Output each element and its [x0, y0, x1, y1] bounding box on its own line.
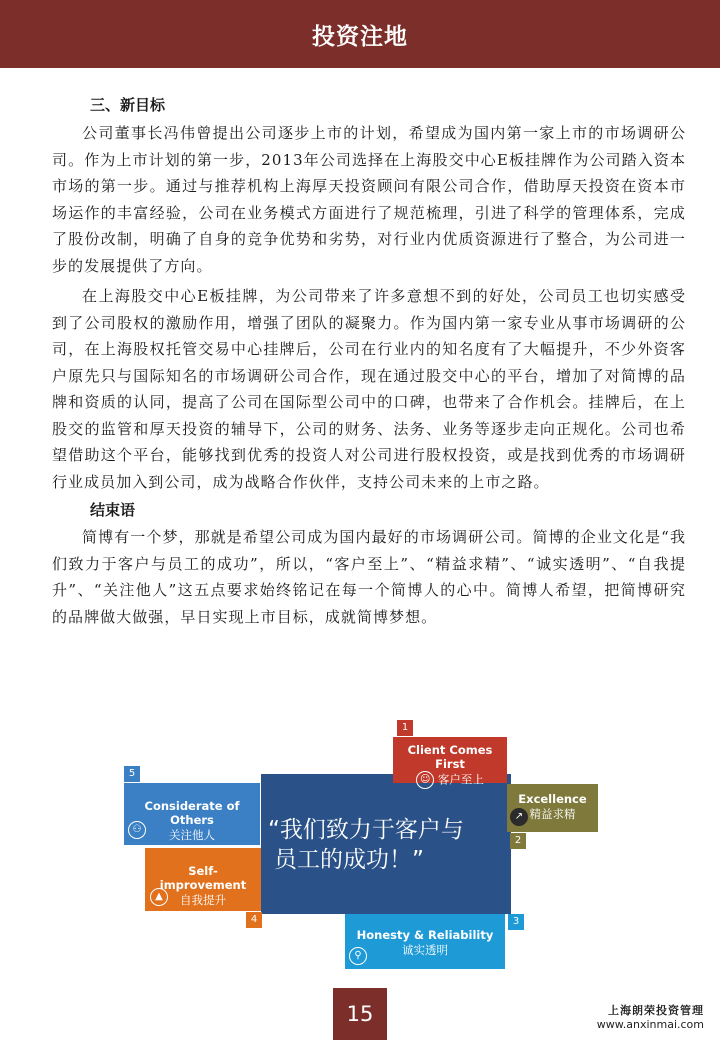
value-cn-label: 自我提升: [180, 893, 226, 907]
value-en-label: Excellence: [518, 792, 587, 806]
page-number: 15: [333, 988, 387, 1040]
value-cn-label: 客户至上: [437, 772, 484, 787]
item-number-5: 5: [124, 766, 140, 782]
value-considerate-of-others: [124, 783, 260, 845]
value-cn-label: 关注他人: [169, 828, 215, 842]
value-cn-row: [393, 771, 507, 789]
section-heading-conclusion: 结束语: [90, 501, 136, 519]
value-client-comes-first: [393, 737, 507, 787]
value-excellence: [507, 784, 598, 832]
item-number-2: 2: [510, 833, 526, 849]
footer-company: 上海朗荣投资管理: [608, 1004, 704, 1017]
page-title: 投资注地: [312, 24, 408, 50]
person-icon: ☺: [416, 771, 434, 789]
value-en-label: Considerate of Others: [144, 799, 240, 827]
trend-chart-icon: ↗: [510, 808, 528, 826]
center-slogan-line1: “我们致力于客户与: [268, 817, 464, 843]
value-en-label: Honesty & Reliability: [356, 928, 494, 942]
value-cn-label: 诚实透明: [402, 943, 448, 957]
graduation-cap-icon: ▲: [150, 888, 168, 906]
paragraph-3: 简博有一个梦，那就是希望公司成为国内最好的市场调研公司。简博的企业文化是“我们致力于客户与员工的成功”，所以，“客户至上”、“精益求精”、“诚实透明”、“自我提升”、“关注他人”这五点要求始终铭记在每一个简博人的心中。简博人希望，把简博研究的品牌做大做强，早日实现上市目标，成就简博梦想。: [52, 528, 686, 626]
item-number-1: 1: [397, 720, 413, 736]
footer-url: www.anxinmai.com: [596, 1018, 704, 1031]
center-slogan-line2: 员工的成功！”: [274, 847, 424, 873]
value-self-improvement: [145, 848, 261, 911]
value-honesty-reliability: [345, 914, 505, 969]
value-cn-row: [507, 806, 598, 822]
paragraph-1: 公司董事长冯伟曾提出公司逐步上市的计划，希望成为国内第一家上市的市场调研公司。作为上市计划的第一步，2013年公司选择在上海股交中心E板挂牌作为公司踏入资本市场的第一步。通过与推荐机构上海厚天投资顾问有限公司合作，借助厚天投资在资本市场运作的丰富经验，公司在业务模式方面进行了规范梳理，引进了科学的管理体系，完成了股份改制，明确了自身的竞争优势和劣势，对行业内优质资源进行了整合，为公司进一步的发展提供了方向。: [52, 124, 686, 275]
paragraph-2: 在上海股交中心E板挂牌，为公司带来了许多意想不到的好处，公司员工也切实感受到了公司股权的激励作用，增强了团队的凝聚力。作为国内第一家专业从事市场调研的公司，在上海股权托管交易中心挂牌后，公司在行业内的知名度有了大幅提升，不少外资客户原先只与国际知名的市场调研公司合作，现在通过股交中心的平台，增加了对简博的品牌和资质的认同，提高了公司在国际型公司中的口碑，也带来了合作机会。挂牌后，在上股交的监管和厚天投资的辅导下，公司的财务、法务、业务等逐步走向正规化。公司也希望借助这个平台，能够找到优秀的投资人对公司进行股权投资，或是找到优秀的市场调研行业成员加入到公司，成为战略合作伙伴，支持公司未来的上市之路。: [52, 287, 686, 491]
value-en-label: Self-improvement: [159, 864, 247, 892]
value-en-label: Client Comes First: [407, 743, 493, 771]
magnifier-icon: ⚲: [349, 947, 367, 965]
item-number-3: 3: [508, 914, 524, 930]
section-heading-new-goal: 三、新目标: [90, 96, 166, 114]
item-number-4: 4: [246, 912, 262, 928]
group-icon: ⚇: [128, 821, 146, 839]
article-body: [52, 93, 686, 630]
value-cn-label: 精益求精: [529, 807, 576, 821]
center-slogan: [268, 815, 464, 875]
